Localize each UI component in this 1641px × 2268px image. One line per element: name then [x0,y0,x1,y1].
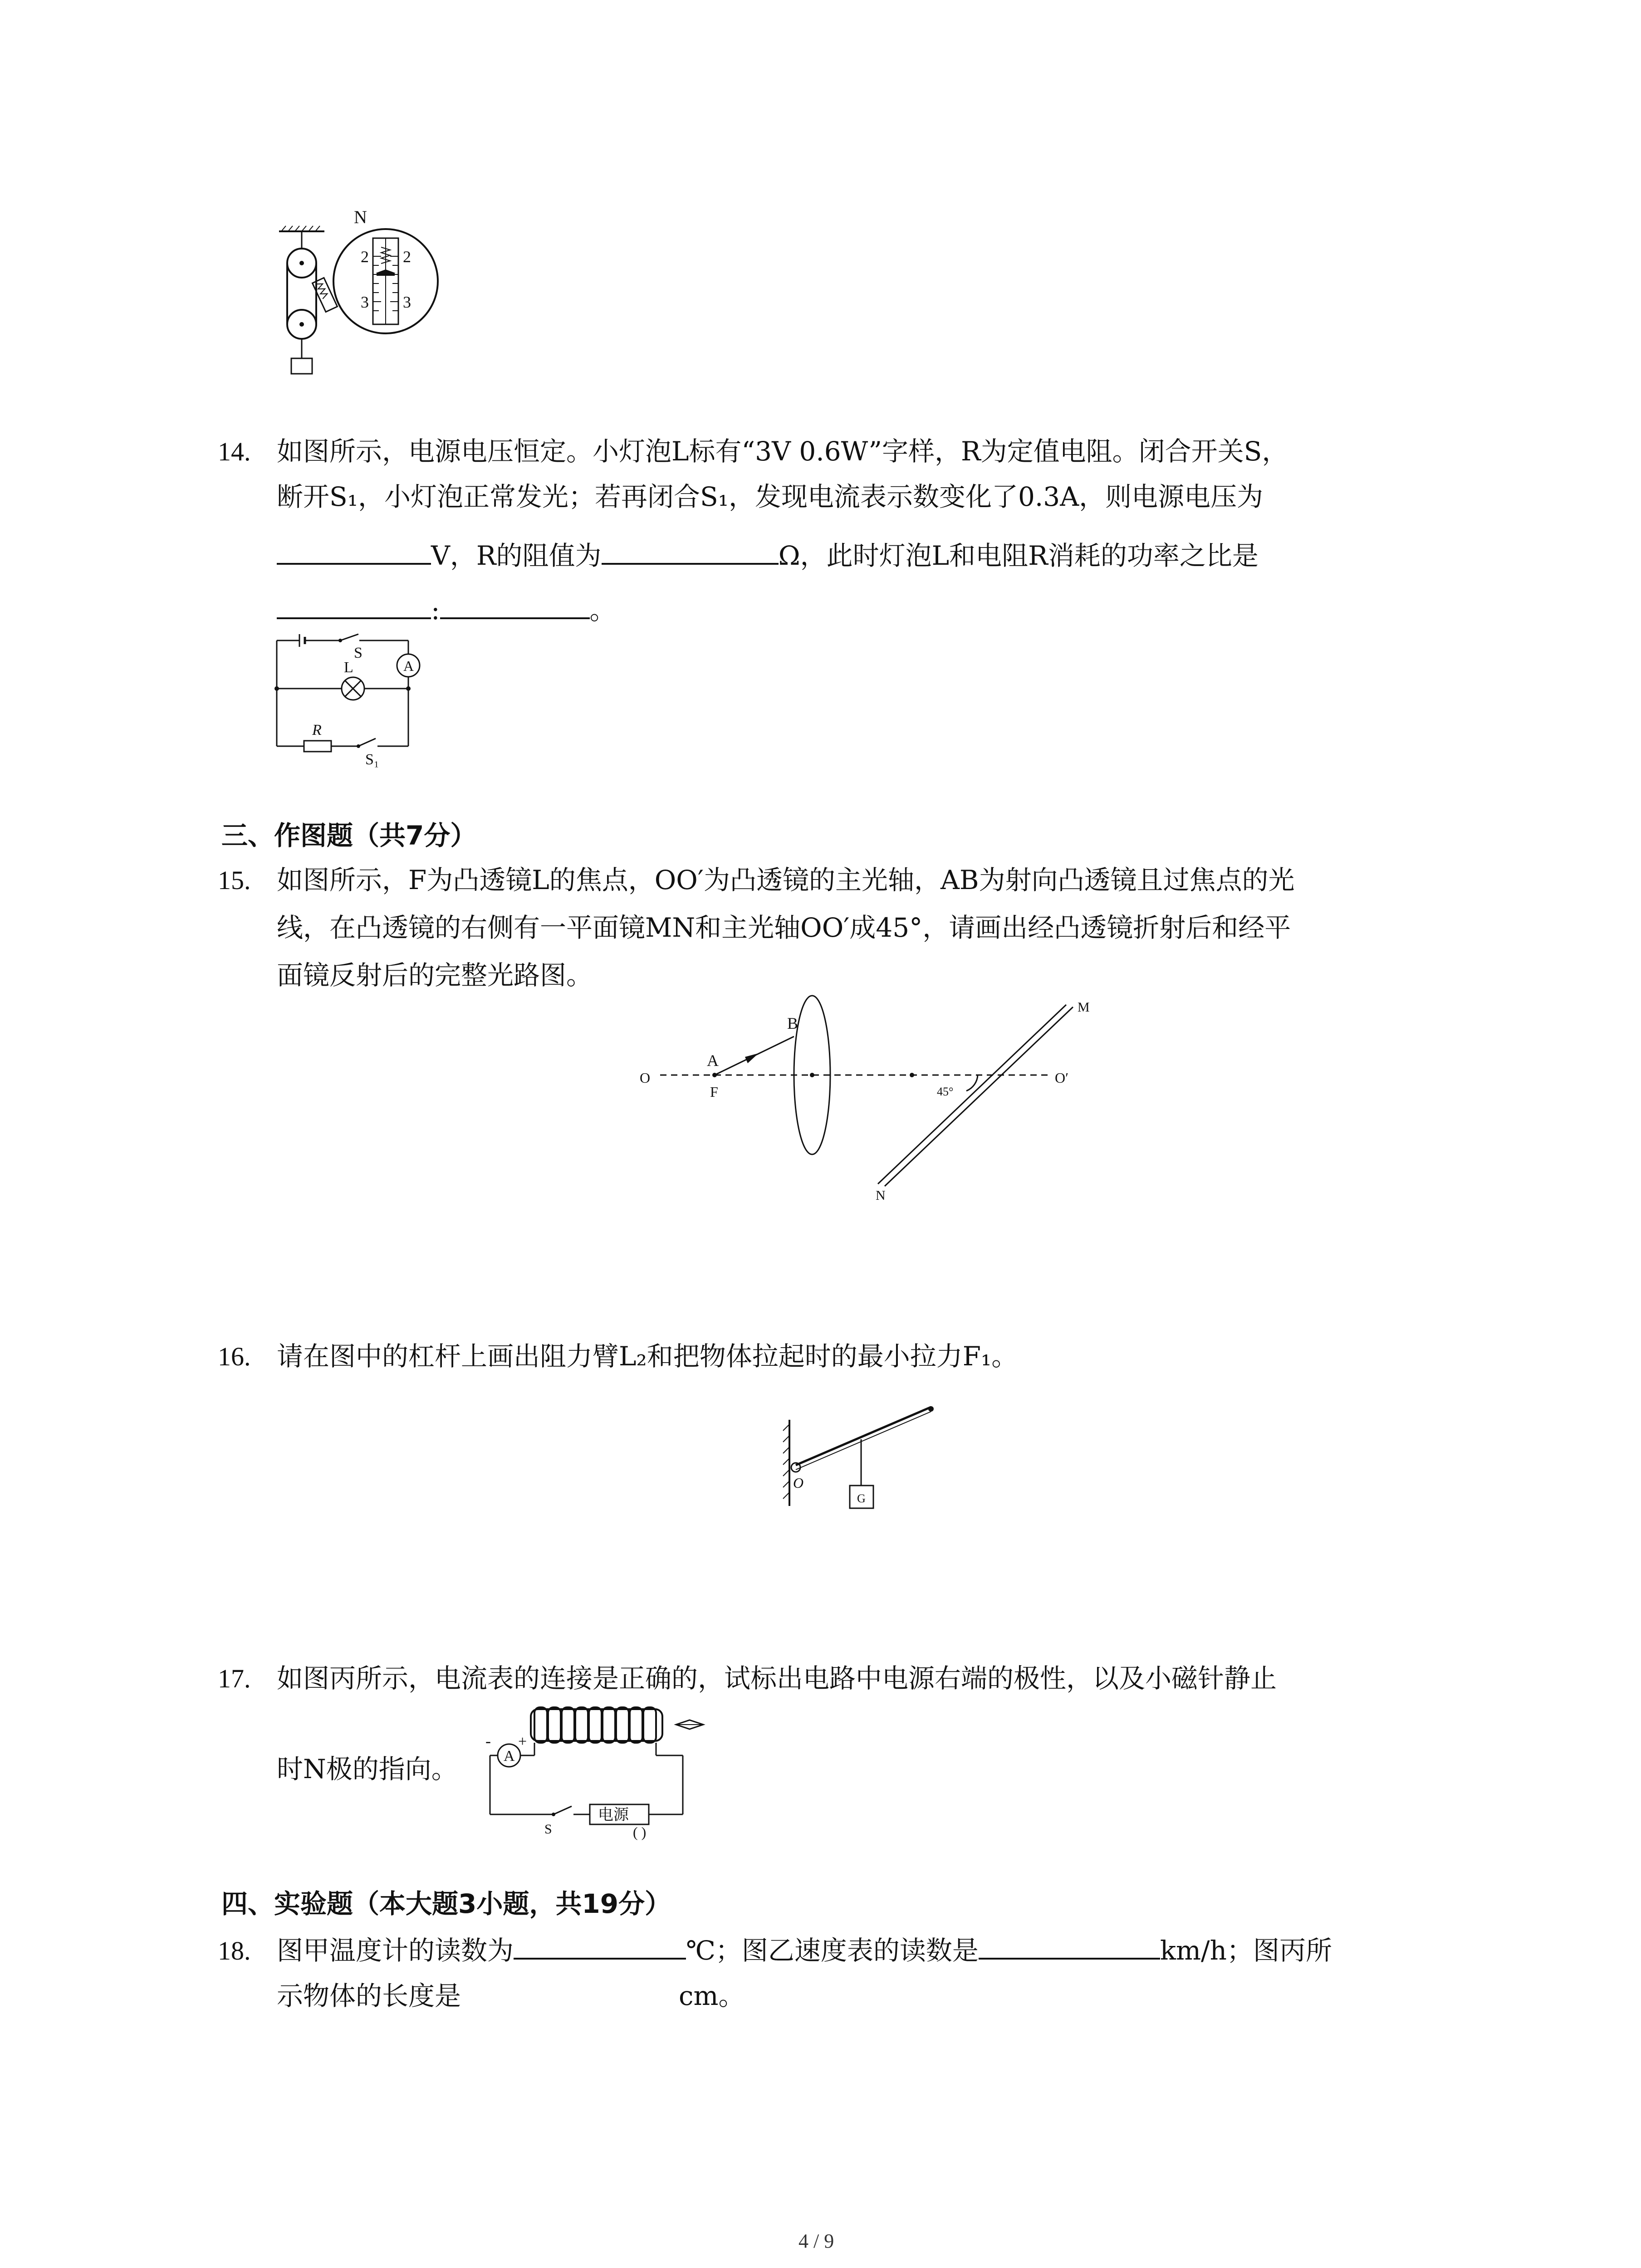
q14-r-text: R的阻值为 [476,540,602,571]
q14-line2: 断开S₁，小灯泡正常发光；若再闭合S₁，发现电流表示数变化了0.3A，则电源电压为 [277,481,1264,512]
q15-line3: 面镜反射后的完整光路图。 [277,960,593,991]
q18-line1 [277,1928,1332,1973]
q15-line1: 如图所示，F为凸透镜L的焦点，OO′为凸透镜的主光轴，AB为射向凸透镜且过焦点的光 [277,865,1295,895]
q15-fig-label-o: O [640,1070,651,1086]
q15-fig-label-b: B [787,1014,798,1032]
q15-fig-label-n: N [876,1188,886,1203]
q16-number: 16. [218,1342,251,1371]
q14-fig-label-l: L [344,659,353,676]
q15-fig-label-f: F [710,1084,718,1100]
q14-fig-label-s: S [354,645,362,661]
q15-fig-label-a: A [707,1051,719,1070]
q14-blank-resistance[interactable] [602,536,779,565]
q14-end: 。 [589,595,616,626]
fig13-tick-3-right: 3 [403,293,411,311]
q18-text-ruler: km/h；图丙所 [1160,1935,1332,1966]
q15-line2: 线，在凸透镜的右侧有一平面镜MN和主光轴OO′成45°，请画出经凸透镜折射后和经平 [277,912,1291,943]
q14-blank-ratio-left[interactable] [277,590,431,619]
q17-line1: 如图丙所示，电流表的连接是正确的，试标出电路中电源右端的极性，以及小磁针静止 [277,1663,1277,1694]
q15-number: 15. [218,865,251,895]
fig13-label-n: N [354,207,367,227]
q17-solenoid-circuit-figure [476,1706,730,1840]
q17-fig-label-plus: + [518,1733,527,1750]
q15-fig-label-m: M [1078,1000,1090,1015]
q17-fig-label-s: S [544,1822,552,1837]
q17-number: 17. [218,1664,251,1693]
q14-blank-ratio-right[interactable] [440,590,590,619]
q17-fig-label-minus: - [485,1732,491,1750]
section4-title: 四、实验题（本大题3小题，共19分） [221,1888,671,1919]
q14-line3 [277,533,1259,578]
q17-fig-label-source: 电源 [598,1807,629,1823]
page-number: 4 / 9 [798,2230,834,2252]
q18-text-speedometer: ℃；图乙速度表的读数是 [686,1935,979,1966]
pulley-spring-scale-figure [268,207,458,381]
q14-unit-ohm: Ω，此时灯泡L和电阻R消耗的功率之比是 [778,540,1259,571]
q16-fig-label-g: G [857,1492,866,1505]
q14-fig-label-a: A [403,658,414,674]
q18-line2 [277,1973,745,2019]
q14-blank-voltage[interactable] [277,536,431,565]
q14-line4 [277,587,616,633]
q14-line1: 如图所示，电源电压恒定。小灯泡L标有“3V 0.6W”字样，R为定值电阻。闭合开关S， [277,436,1288,467]
q18-number: 18. [218,1936,251,1965]
q14-number: 14. [218,437,251,466]
q15-fig-label-angle: 45° [937,1085,954,1098]
q14-unit-v: V， [431,540,476,571]
q18-blank-speed[interactable] [979,1931,1160,1960]
fig13-tick-2-right: 2 [403,248,411,266]
q18-text-length: 示物体的长度是 [277,1980,461,2011]
section3-title: 三、作图题（共7分） [221,820,477,851]
q17-line2: 时N极的指向。 [277,1754,458,1784]
q14-circuit-figure [272,631,436,767]
q16-lever-figure [780,1393,962,1524]
q16-fig-label-o: O [793,1475,804,1491]
q18-unit-cm: cm。 [679,1980,745,2011]
q17-fig-label-paren: ( ) [633,1824,647,1840]
q18-text-thermometer: 图甲温度计的读数为 [277,1935,514,1966]
fig13-tick-3-left: 3 [361,293,369,311]
q17-fig-label-a: A [504,1748,515,1765]
q14-colon: : [431,595,440,626]
q14-fig-label-s1: S₁ [365,751,379,768]
q15-lens-mirror-figure [640,993,1116,1202]
fig13-tick-2-left: 2 [361,248,369,266]
q15-fig-label-o-prime: O′ [1055,1070,1069,1086]
q18-blank-temperature[interactable] [514,1931,686,1960]
q16-line1: 请在图中的杠杆上画出阻力臂L₂和把物体拉起时的最小拉力F₁。 [277,1341,1018,1372]
q14-fig-label-r: R [312,722,322,738]
